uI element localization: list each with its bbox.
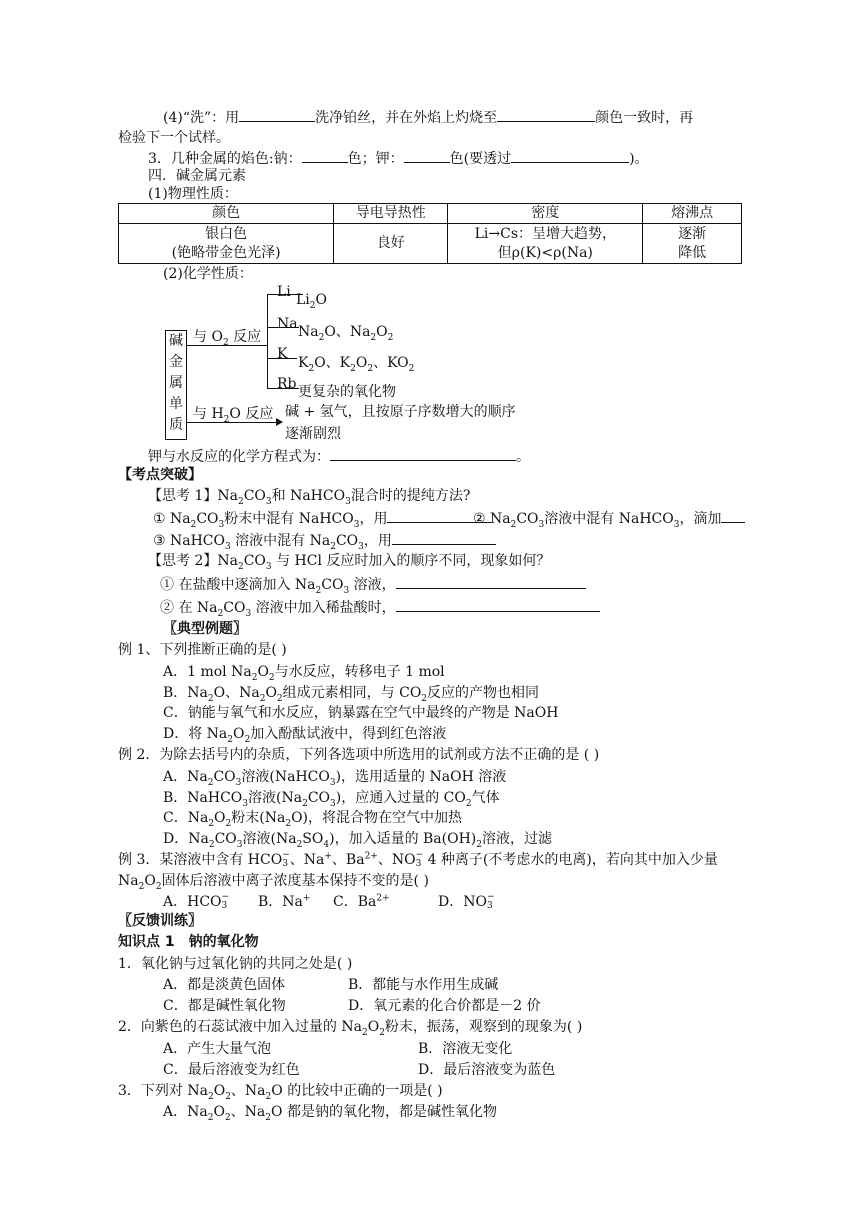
- li-product: $Li_2O$: [296, 292, 327, 311]
- f2-option-b: B．溶液无变化: [418, 1041, 513, 1057]
- flame-color-question: 3．几种金属的焰色:钠： 色；钾： 色(要透过 )。: [148, 148, 649, 169]
- ex3-question-2: $Na_2O_2$固体后溶液中离子浓度基本保持不变的是( ): [118, 873, 429, 892]
- ex3-question-1: 例 3．某溶液中含有 HCO − 3 、Na+、$Ba^{2+}$、NO − 3 4 种离子(不考虑水的电离)，若向其中加入少量: [118, 850, 718, 869]
- li-label: Li: [277, 284, 291, 300]
- th-melting: 熔沸点: [643, 204, 742, 224]
- ex3-option-b: B．Na+: [258, 893, 311, 910]
- f1-option-b: B．都能与水作用生成碱: [348, 977, 499, 993]
- f1-option-a: A．都是淡黄色固体: [163, 977, 286, 993]
- think1: 【思考 1】$Na_2CO_3$和 NaHCO$_3$混合时的提纯方法?: [148, 488, 471, 507]
- ex2-question: 例 2．为除去括号内的杂质，下列各选项中所选用的试剂或方法不正确的是 ( ): [118, 747, 600, 763]
- k-water-question: 钾与水反应的化学方程式为： 。: [148, 446, 530, 467]
- blank[interactable]: [511, 148, 629, 163]
- th-density: 密度: [448, 204, 643, 224]
- think1-3: ③ NaHCO$_3$ 溶液中混有 $Na_2CO_3$，用: [153, 530, 496, 551]
- rb-label: Rb: [277, 376, 297, 392]
- blank[interactable]: [302, 148, 348, 163]
- ex2-option-c: C．$Na_2O_2$粉末$(Na_2O)$，将混合物在空气中加热: [163, 810, 463, 829]
- k-product: $K_2O$、$K_2O_2$、$KO_2$: [298, 355, 415, 374]
- ex2-option-b: B．NaHCO$_3$溶液$(Na_2CO_3)$，应通入过量的 $CO_2$气体: [163, 790, 500, 809]
- chem-title: (2)化学性质：: [163, 266, 253, 282]
- blank[interactable]: [392, 530, 496, 545]
- f2-option-d: D．最后溶液变为蓝色: [418, 1062, 556, 1078]
- step4-line: (4)“洗”：用 洗净铂丝，并在外焰上灼烧至 颜色一致时，再: [163, 107, 693, 128]
- think2-2: ② 在 $Na_2CO_3$ 溶液中加入稀盐酸时，: [160, 597, 600, 618]
- f1-option-d: D．氧元素的化合价都是－2 价: [348, 998, 541, 1014]
- cell-melting: 逐渐 降低: [643, 224, 742, 264]
- f2-question: 2．向紫色的石蕊试液中加入过量的 $Na_2O_2$粉末，振荡，观察到的现象为( ): [118, 1019, 583, 1038]
- h2o-label: 与 $H_2O$ 反应: [193, 406, 274, 425]
- blank[interactable]: [239, 107, 315, 122]
- think2-1: ① 在盐酸中逐滴加入 $Na_2CO_3$ 溶液，: [160, 574, 586, 595]
- diagram-box: 碱 金 属 单 质: [165, 330, 187, 440]
- blank[interactable]: [721, 508, 745, 523]
- blank[interactable]: [396, 597, 600, 612]
- f3-question: 3．下列对 $Na_2O_2$、$Na_2O$ 的比较中正确的一项是( ): [118, 1083, 443, 1102]
- f2-option-a: A．产生大量气泡: [163, 1041, 272, 1057]
- f1-question: 1．氧化钠与过氧化钠的共同之处是( ): [118, 956, 353, 972]
- cell-conductivity: 良好: [334, 224, 448, 264]
- ex3-option-d: D．NO − 3: [438, 892, 495, 911]
- f2-option-c: C．最后溶液变为红色: [163, 1062, 300, 1078]
- ex1-option-b: B．$Na_2O$、$Na_2O_2$组成元素相同，与 $CO_2$反应的产物也相同: [163, 685, 540, 704]
- ex3-option-a: A．HCO − 3: [163, 892, 230, 911]
- f1-option-c: C．都是碱性氧化物: [163, 998, 286, 1014]
- blank[interactable]: [497, 107, 595, 122]
- na-product: $Na_2O$、$Na_2O_2$: [298, 324, 394, 343]
- ex2-option-a: A．$Na_2CO_3$溶液(NaHCO$_3$)，选用适量的 NaOH 溶液: [163, 769, 507, 788]
- feedback-title: 〖反馈训练〗: [118, 913, 202, 929]
- h2o-result-2: 逐渐剧烈: [285, 426, 341, 442]
- ex1-option-d: D．将 $Na_2O_2$加入酚酞试液中，得到红色溶液: [163, 726, 447, 745]
- o2-label: 与 $O_2$ 反应: [193, 329, 262, 348]
- step4-cont: 检验下一个试样。: [118, 130, 230, 146]
- ex1-option-a: A．1 mol $Na_2O_2$与水反应，转移电子 1 mol: [163, 664, 445, 683]
- think2: 【思考 2】$Na_2CO_3$ 与 HCl 反应时加入的顺序不同，现象如何？: [148, 553, 551, 572]
- cell-density: Li→Cs：呈增大趋势， 但ρ(K)<ρ(Na): [448, 224, 643, 264]
- ex1-question: 例 1、下列推断正确的是( ): [118, 642, 287, 658]
- breakthrough-title: 【考点突破】: [118, 467, 202, 483]
- h2o-result-1: 碱 + 氢气，且按原子序数增大的顺序: [285, 404, 516, 420]
- phys-title: (1)物理性质：: [148, 186, 238, 202]
- blank[interactable]: [404, 148, 450, 163]
- section4-title: 四．碱金属元素: [148, 168, 246, 184]
- ex2-option-d: D．$Na_2CO_3$溶液$(Na_2SO_4)$，加入适量的 $Ba(OH)_2$溶液，过滤: [163, 831, 553, 850]
- examples-title: 〖典型例题〗: [163, 621, 247, 637]
- knowledge-point-1: 知识点 1 钠的氧化物: [118, 934, 259, 950]
- blank[interactable]: [396, 574, 586, 589]
- arrow-head-icon: [276, 418, 283, 426]
- bracket-vertical: [267, 294, 268, 389]
- ex1-option-c: C．钠能与氧气和水反应，钠暴露在空气中最终的产物是 NaOH: [163, 705, 559, 721]
- think1-1: ① $Na_2CO_3$粉末中混有 NaHCO$_3$，用: [153, 508, 491, 529]
- k-label: K: [277, 346, 288, 362]
- na-label: Na: [277, 316, 298, 332]
- th-conductivity: 导电导热性: [334, 204, 448, 224]
- physical-properties-table: [118, 203, 742, 264]
- rb-product: 更复杂的氧化物: [298, 384, 396, 400]
- ex3-option-c: C．$Ba^{2+}$: [333, 893, 390, 910]
- think1-2: ② $Na_2CO_3$溶液中混有 NaHCO$_3$，滴加: [473, 508, 745, 529]
- blank[interactable]: [330, 446, 516, 461]
- cell-color: 银白色 (铯略带金色光泽): [119, 224, 334, 264]
- f3-option-a: A．$Na_2O_2$、$Na_2O$ 都是钠的氧化物，都是碱性氧化物: [163, 1104, 497, 1123]
- th-color: 颜色: [119, 204, 334, 224]
